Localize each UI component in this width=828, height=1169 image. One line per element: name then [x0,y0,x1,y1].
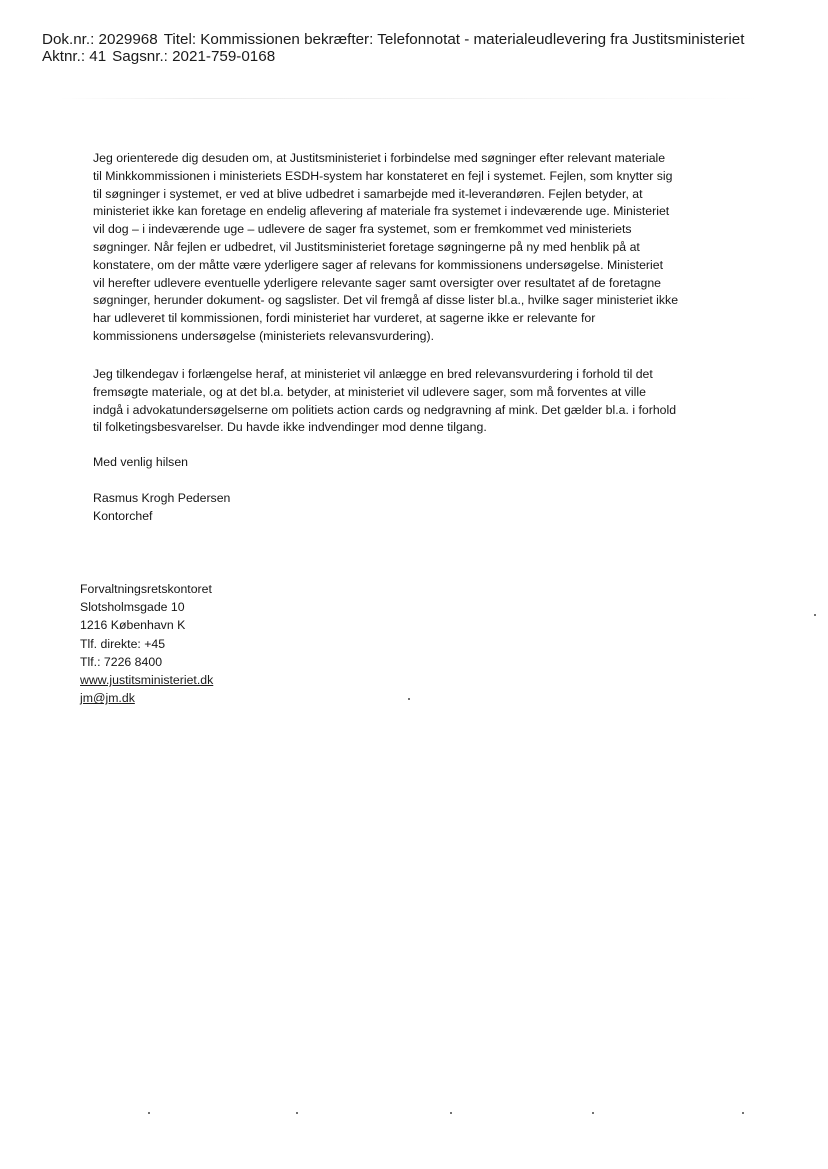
scan-artifact-line [60,98,760,99]
text-line: Jeg orienterede dig desuden om, at Justitsministeriet i forbindelse med søgninger efter relevant materiale [93,151,666,165]
website-link[interactable]: www.justitsministeriet.dk [80,673,214,688]
closing-greeting: Med venlig hilsen [93,455,189,469]
scan-speck [408,698,410,700]
header-line-1 [42,31,744,48]
direct-phone: Tlf. direkte: +45 [80,636,166,651]
sender-address-block [80,580,213,707]
text-line: til folketingsbesvarelser. Du havde ikke indvendinger mod denne tilgang. [93,420,487,435]
text-line: søgninger, herunder dokument- og sagslister. Det vil fremgå af disse lister bl.a., hvilke sager ministeriet ikke [93,293,679,308]
text-line: har udleveret til kommissionen, fordi ministeriet har vurderet, at sagerne ikke er relevante for [93,311,596,326]
text-line: kommissionens undersøgelse (ministeriets relevansvurdering). [93,328,435,343]
email-link[interactable]: jm@jm.dk [80,691,135,706]
scan-speck [296,1112,298,1114]
text-line: til søgninger i systemet, er ved at blive udbedret i samarbejde med it-leverandøren. Fejlen betyder, at [93,186,643,201]
text-line: vil herefter udlevere eventuelle yderligere relevante sager samt oversigter over resultatet af de foretagne [93,275,662,290]
case-number: Sagsnr.: 2021-759-0168 [112,48,276,65]
text-line: ministeriet ikke kan foretage en endelig aflevering af materiale fra systemet i indeværende uge. Ministeriet [93,204,670,219]
paragraph-relevance-assessment [93,366,676,437]
header-line-2 [42,48,744,65]
text-line: vil dog – i indeværende uge – udlevere de sager fra systemet, som er fremkommet ved ministeriets [93,222,632,237]
doc-title: Titel: Kommissionen bekræfter: Telefonnotat - materialeudlevering fra Justitsministeriet [163,31,745,48]
paragraph-search-error [93,150,678,346]
scan-speck [814,614,816,616]
text-line: søgninger. Når fejlen er udbedret, vil Justitsministeriet foretage søgningerne på ny med henblik på at [93,239,640,254]
scan-speck [148,1112,150,1114]
signer-title: Kontorchef [93,509,153,523]
akt-number: Aktnr.: 41 [42,48,107,65]
text-line: fremsøgte materiale, og at det bl.a. betyder, at ministeriet vil udlevere sager, som må forventes at ville [93,384,646,399]
text-line: til Minkkommissionen i ministeriets ESDH-system har konstateret en fejl i systemet. Fejlen, som knytter sig [93,168,673,183]
street-address: Slotsholmsgade 10 [80,600,185,615]
document-header [42,31,744,65]
office-name: Forvaltningsretskontoret [80,582,212,596]
main-phone: Tlf.: 7226 8400 [80,654,163,669]
doc-number: Dok.nr.: 2029968 [42,31,158,48]
text-line: indgå i advokatundersøgelserne om politiets action cards og nedgravning af mink. Det gælder bl.a. i forhold [93,402,677,417]
postal-city: 1216 København K [80,618,186,633]
text-line: konstatere, om der måtte være yderligere sager af relevans for kommissionens undersøgelse. Ministeriet [93,257,663,272]
scan-speck [742,1112,744,1114]
signer-name: Rasmus Krogh Pedersen [93,491,231,505]
text-line: Jeg tilkendegav i forlængelse heraf, at ministeriet vil anlægge en bred relevansvurdering i forhold til det [93,367,653,381]
scan-speck [592,1112,594,1114]
scan-speck [450,1112,452,1114]
